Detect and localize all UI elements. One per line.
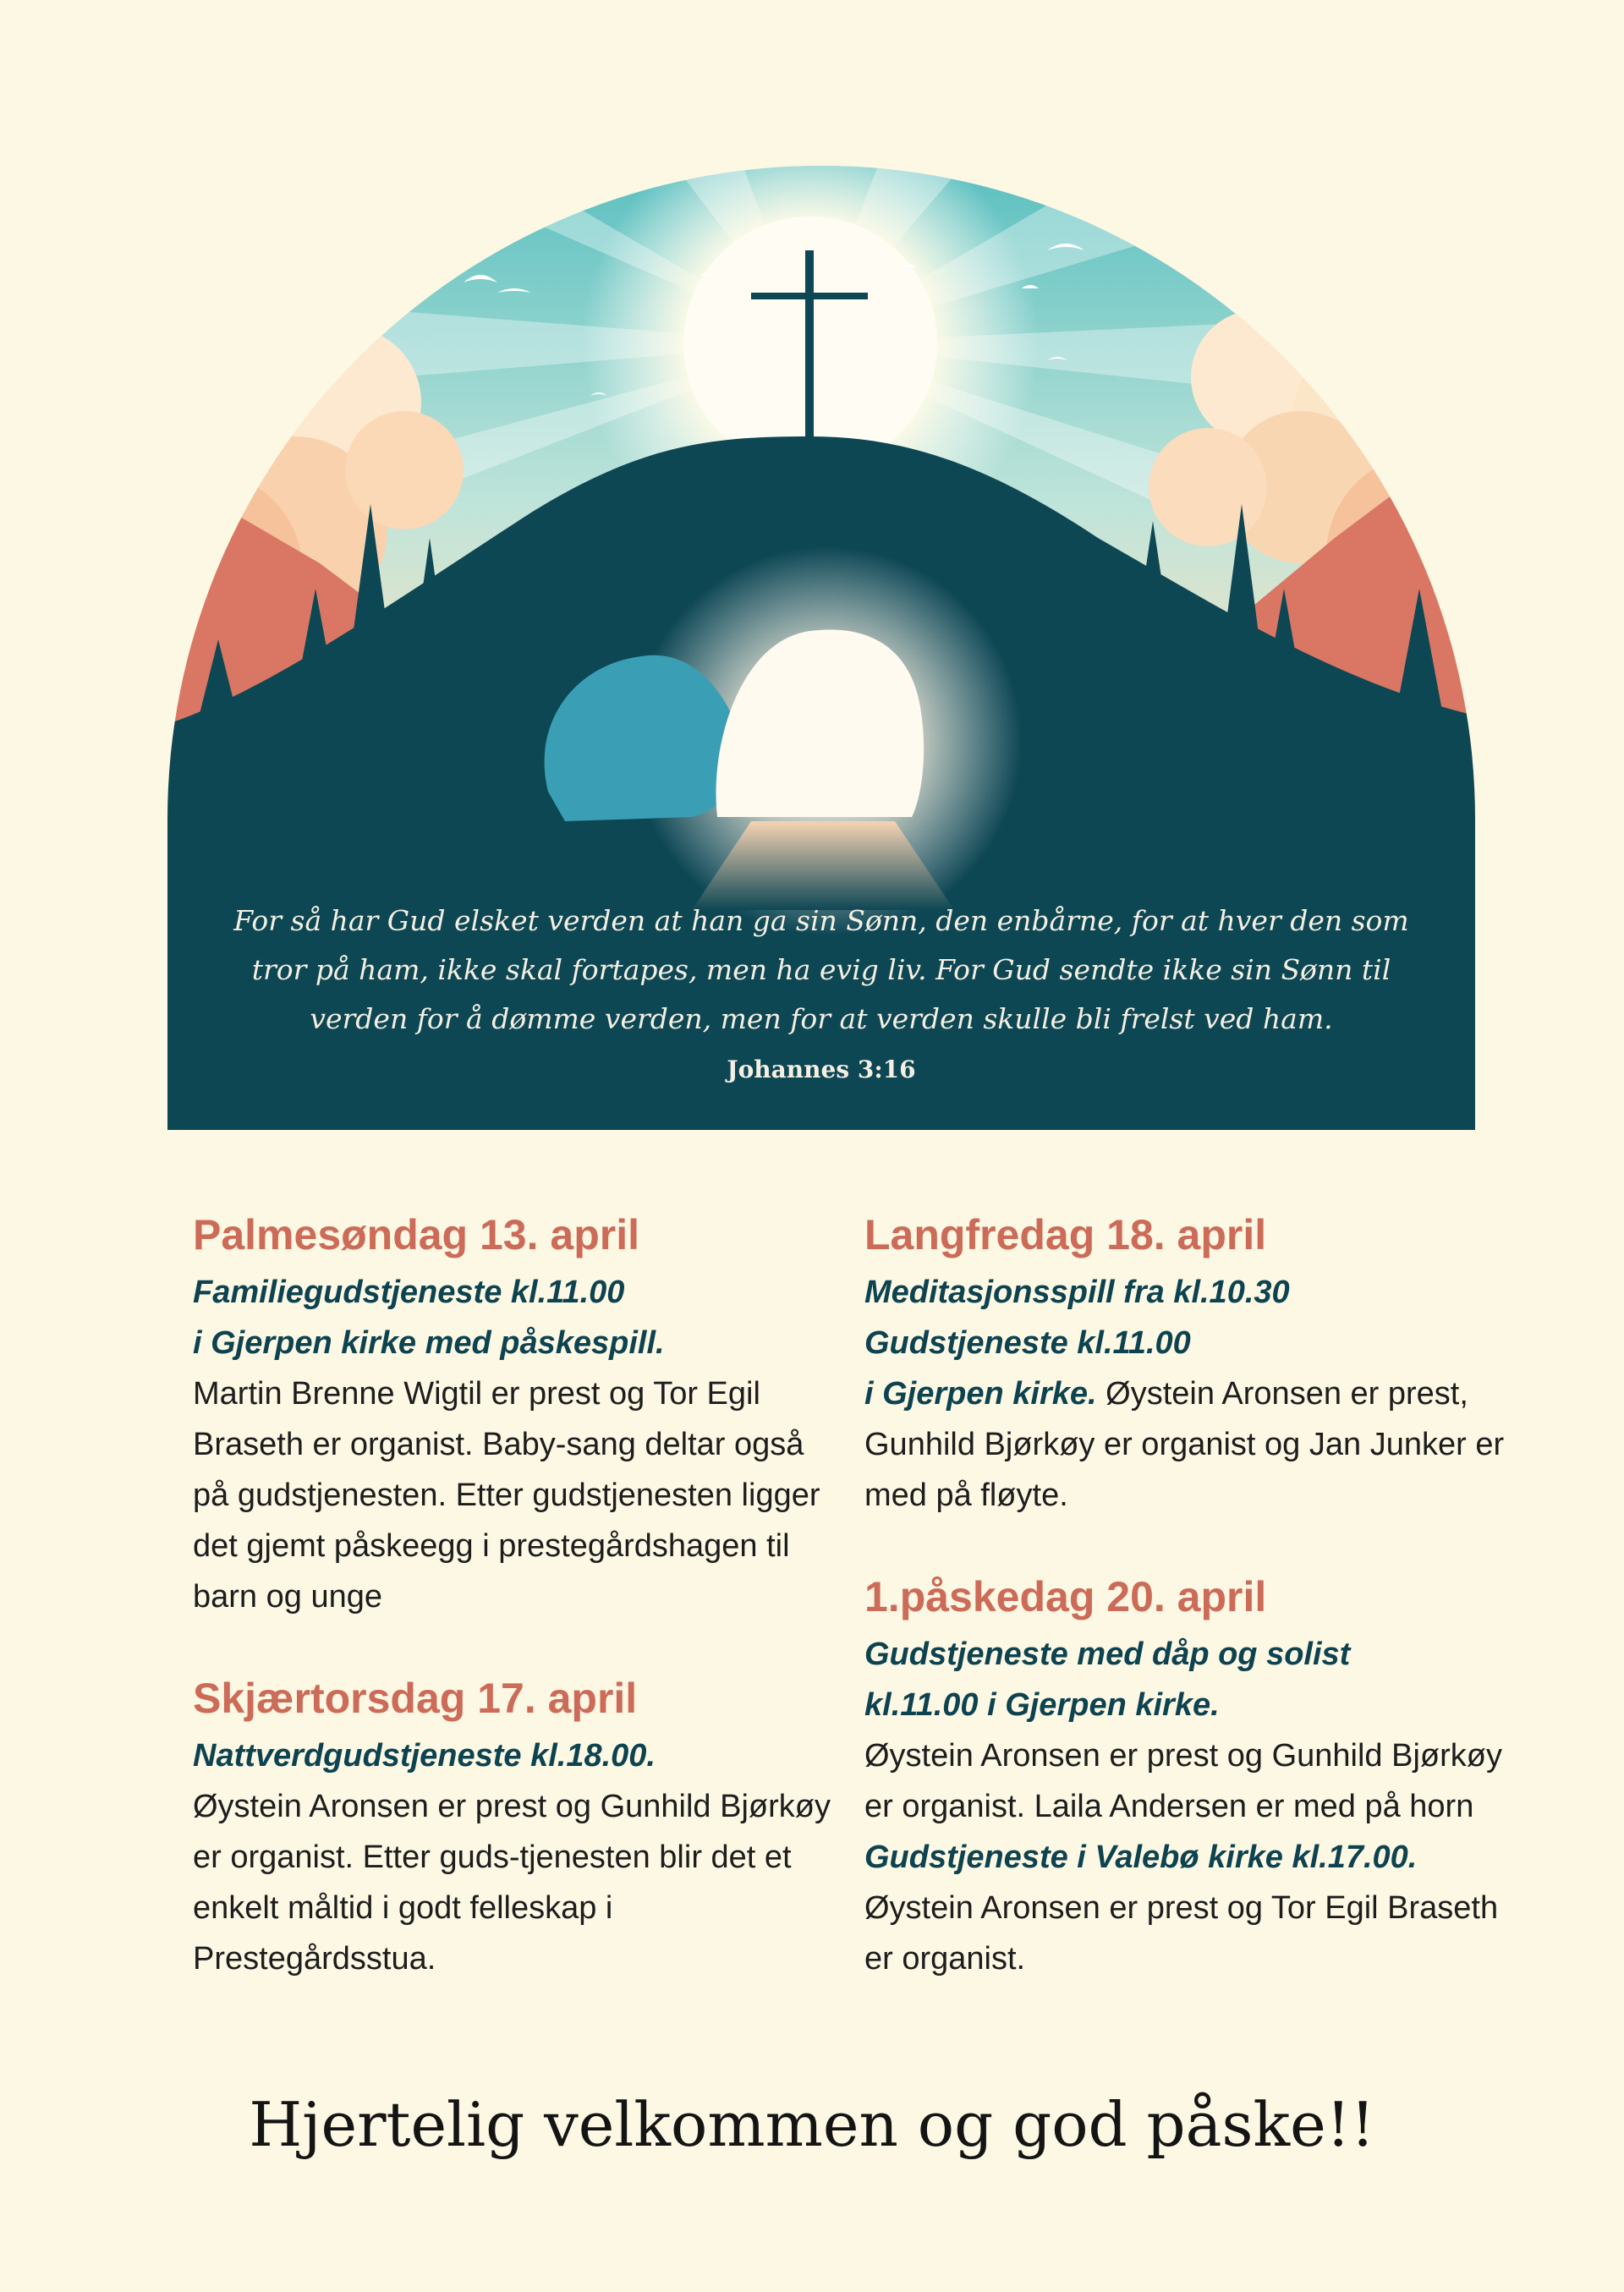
- service-description-2: Øystein Aronsen er prest og Tor Egil Braseth er organist.: [864, 1890, 1499, 1977]
- left-column: [193, 1208, 836, 2033]
- service-location: i Gjerpen kirke med påskespill.: [193, 1325, 665, 1361]
- service-time: Nattverdgudstjeneste kl.18.00.: [193, 1738, 656, 1774]
- bible-verse: [167, 897, 1475, 1083]
- service-description-text: Øystein Aronsen er prest, Gunhild Bjørkøy er organist og Jan Junker er med på fløyte.: [864, 1376, 1505, 1513]
- service-location: i Gjerpen kirke.: [864, 1376, 1097, 1412]
- service-description: Øystein Aronsen er prest og Gunhild Bjørkøy er organist. Etter guds-tjenesten blir det et enkelt måltid i godt felleskap i Prestegårdsstua.: [193, 1789, 831, 1977]
- verse-reference: Johannes 3:16: [727, 1056, 916, 1083]
- closing-greeting: Hjertelig velkommen og god påske!!: [249, 2089, 1375, 2160]
- section-maundy-thursday: [193, 1671, 836, 1984]
- service-description: Øystein Aronsen er prest og Gunhild Bjørkøy er organist. Laila Andersen er med på horn: [864, 1738, 1502, 1824]
- service-second: Gudstjeneste i Valebø kirke kl.17.00.: [864, 1840, 1418, 1875]
- section-title: Palmesøndag 13. april: [193, 1211, 639, 1258]
- section-good-friday: [864, 1208, 1507, 1521]
- service-time: Gudstjeneste med dåp og solist: [864, 1637, 1351, 1672]
- service-description: Martin Brenne Wigtil er prest og Tor Egil Braseth er organist. Baby-sang deltar også på gudstjenesten. Etter gudstjenesten ligger det gjemt påskeegg i prestegårdshagen til barn og unge: [193, 1376, 820, 1615]
- verse-text: For så har Gud elsket verden at han ga sin Sønn, den enbårne, for at hver den som tror på ham, ikke skal fortapes, men ha evig liv. For Gud sendte ikke sin Sønn til verden for å dømme verden, men for at verden skulle bli frelst ved ham.: [233, 904, 1409, 1035]
- service-time: Meditasjonsspill fra kl.10.30: [864, 1275, 1290, 1310]
- service-description: [864, 1368, 1507, 1521]
- section-palm-sunday: [193, 1208, 836, 1622]
- right-column: [864, 1208, 1507, 2033]
- service-time: Familiegudstjeneste kl.11.00: [193, 1275, 625, 1310]
- service-time-2: Gudstjeneste kl.11.00: [864, 1325, 1191, 1361]
- section-title: Skjærtorsdag 17. april: [193, 1675, 638, 1722]
- section-title: 1.påskedag 20. april: [864, 1573, 1267, 1620]
- section-easter-sunday: [864, 1570, 1507, 1984]
- service-location: kl.11.00 i Gjerpen kirke.: [864, 1687, 1220, 1723]
- section-title: Langfredag 18. april: [864, 1211, 1267, 1258]
